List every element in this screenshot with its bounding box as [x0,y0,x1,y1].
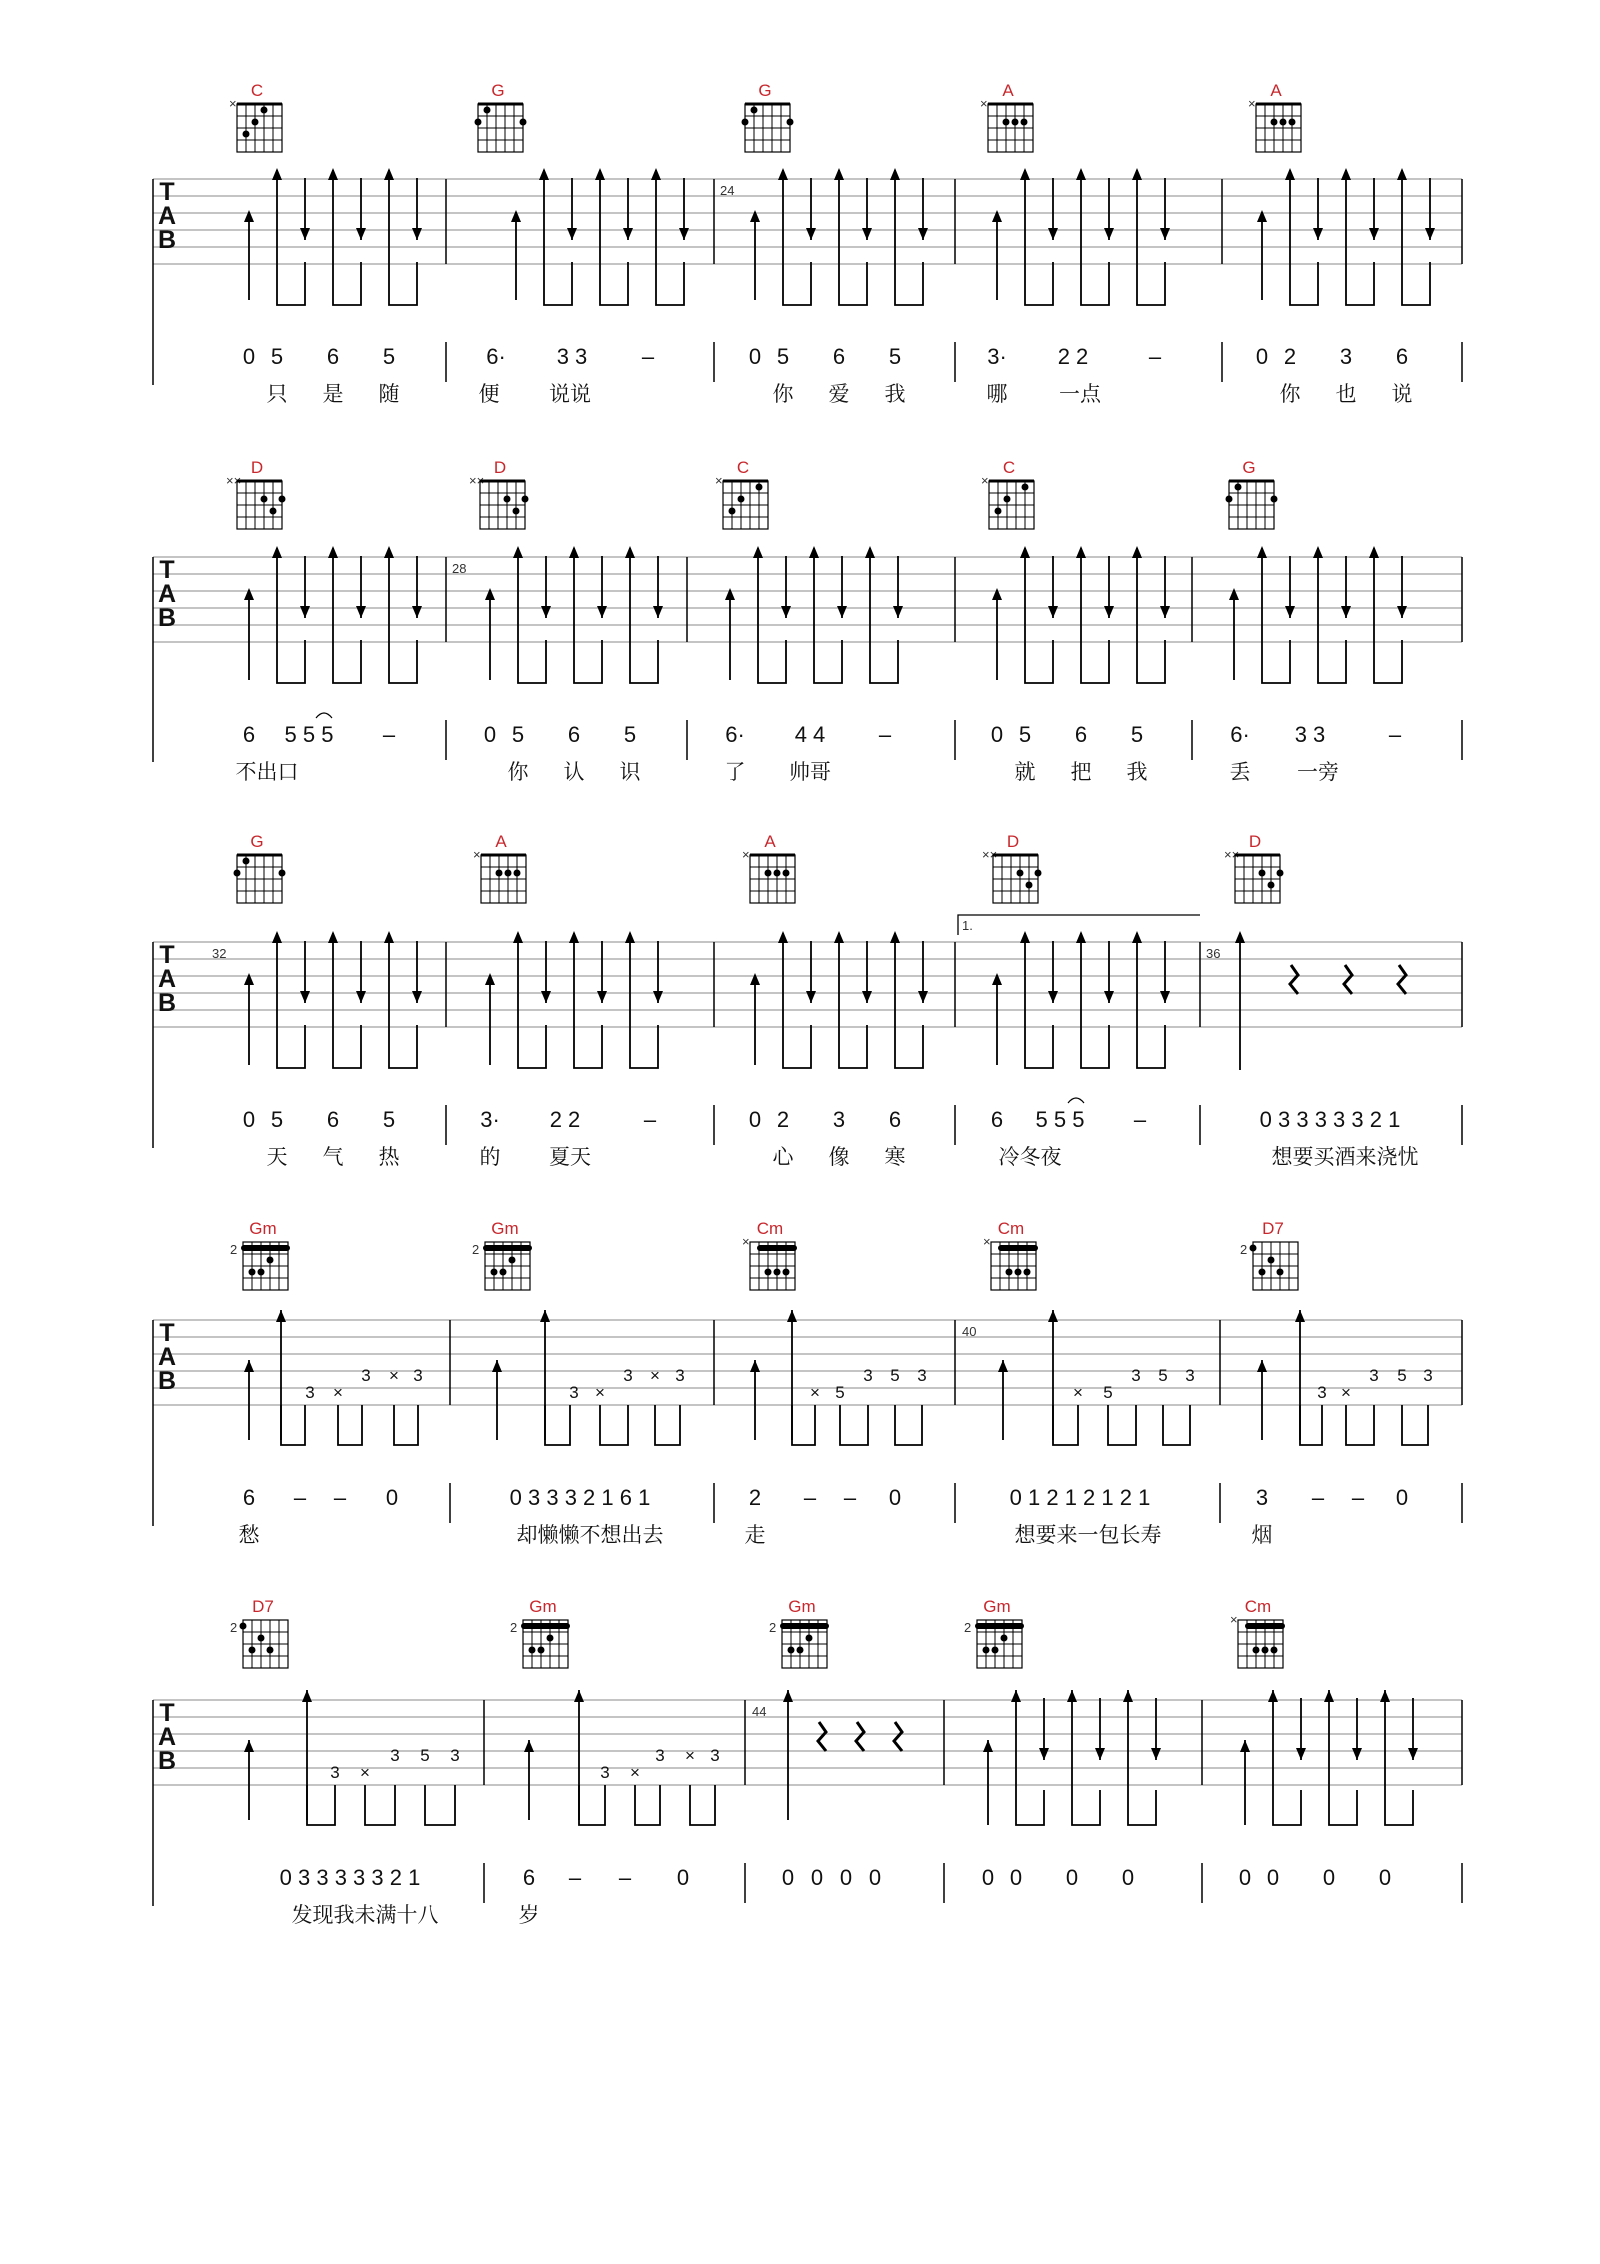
svg-text:岁: 岁 [518,1903,540,1927]
svg-text:5: 5 [623,722,637,747]
svg-text:一旁: 一旁 [1297,760,1339,784]
svg-text:3: 3 [1339,344,1353,369]
svg-text:说: 说 [1391,382,1413,406]
svg-text:你: 你 [772,382,794,406]
svg-text:2: 2 [769,1620,777,1635]
svg-text:×: × [389,1366,399,1385]
svg-text:Gm: Gm [249,1219,277,1238]
svg-text:把: 把 [1070,760,1092,784]
svg-text:6: 6 [1395,344,1409,369]
svg-text:3: 3 [1131,1366,1141,1385]
svg-text:3: 3 [917,1366,927,1385]
svg-text:0 1 2 1 2 1 2 1: 0 1 2 1 2 1 2 1 [1009,1485,1151,1510]
svg-text:3: 3 [569,1383,579,1402]
chord-diagram [469,458,529,529]
svg-text:×: × [360,1763,370,1782]
svg-text:–: – [1351,1485,1365,1510]
svg-text:–: – [641,344,655,369]
svg-text:G: G [1242,458,1256,477]
svg-text:5 5 5: 5 5 5 [284,722,334,747]
svg-text:只: 只 [266,382,288,406]
svg-text:3: 3 [390,1746,400,1765]
svg-text:×: × [742,1234,750,1249]
svg-text:6·: 6· [725,722,745,747]
svg-text:×: × [473,847,481,862]
svg-text:0: 0 [981,1865,995,1890]
svg-text:×: × [595,1383,605,1402]
svg-text:××: ×× [469,473,485,488]
svg-text:3·: 3· [987,344,1007,369]
chord-diagram [230,1597,288,1668]
svg-text:×: × [650,1366,660,1385]
measure-number: 24 [720,183,735,198]
svg-text:5: 5 [382,1107,396,1132]
svg-text:2: 2 [230,1620,238,1635]
svg-text:5: 5 [888,344,902,369]
chord-diagram [226,458,286,529]
svg-text:–: – [333,1485,347,1510]
svg-text:×: × [980,96,988,111]
svg-text:0: 0 [1009,1865,1023,1890]
svg-text:0: 0 [810,1865,824,1890]
svg-text:3 3: 3 3 [1294,722,1326,747]
svg-text:–: – [803,1485,817,1510]
svg-text:6·: 6· [1230,722,1250,747]
svg-text:2: 2 [748,1485,762,1510]
svg-text:3: 3 [1369,1366,1379,1385]
svg-text:3: 3 [1255,1485,1269,1510]
svg-text:3: 3 [655,1746,665,1765]
svg-text:×: × [229,96,237,111]
svg-text:愁: 愁 [238,1523,260,1547]
system-3 [153,832,1462,1169]
svg-text:想要买酒来浇忧: 想要买酒来浇忧 [1271,1145,1419,1169]
svg-text:1.: 1. [962,918,973,933]
svg-text:6: 6 [1074,722,1088,747]
svg-text:0: 0 [242,344,256,369]
svg-text:2 2: 2 2 [549,1107,581,1132]
chord-diagram [1224,832,1284,903]
chord-diagram [230,1219,290,1290]
chord-diagram [229,81,282,152]
svg-text:3: 3 [675,1366,685,1385]
svg-text:A: A [764,832,776,851]
chord-diagram [1226,458,1278,529]
svg-text:–: – [1133,1107,1147,1132]
svg-text:D7: D7 [252,1597,274,1616]
svg-text:36: 36 [1206,946,1221,961]
svg-text:TAB: T A B [157,1699,177,1775]
svg-text:0: 0 [781,1865,795,1890]
svg-text:C: C [736,458,750,477]
svg-text:烟: 烟 [1251,1523,1273,1547]
svg-text:2 2: 2 2 [1057,344,1089,369]
svg-text:×: × [1073,1383,1083,1402]
svg-text:D: D [1248,832,1262,851]
svg-text:×: × [742,847,750,862]
lyrics-line [267,382,1413,406]
svg-text:3: 3 [330,1763,340,1782]
svg-text:Cm: Cm [997,1219,1025,1238]
svg-text:天: 天 [266,1145,288,1169]
svg-text:6: 6 [832,344,846,369]
svg-text:3: 3 [863,1366,873,1385]
svg-text:×: × [1248,96,1256,111]
chord-diagram [715,458,768,529]
chord-diagram [1248,81,1301,152]
svg-text:3: 3 [1185,1366,1195,1385]
svg-text:走: 走 [744,1523,766,1547]
svg-text:0: 0 [748,344,762,369]
svg-text:气: 气 [322,1145,344,1169]
svg-text:5: 5 [382,344,396,369]
svg-text:×: × [630,1763,640,1782]
svg-text:你: 你 [1279,382,1301,406]
svg-text:5: 5 [835,1383,845,1402]
system-4 [153,1219,1462,1547]
svg-text:×: × [333,1383,343,1402]
svg-text:3: 3 [361,1366,371,1385]
svg-text:5: 5 [1158,1366,1168,1385]
svg-text:5: 5 [890,1366,900,1385]
svg-text:Gm: Gm [788,1597,816,1616]
chord-diagram [1240,1219,1298,1290]
svg-text:0: 0 [1238,1865,1252,1890]
svg-text:识: 识 [619,760,641,784]
svg-text:6: 6 [522,1865,536,1890]
svg-text:×: × [685,1746,695,1765]
svg-text:6: 6 [326,1107,340,1132]
svg-text:Cm: Cm [756,1219,784,1238]
chord-diagram [742,81,794,152]
svg-text:×: × [981,473,989,488]
svg-text:2: 2 [472,1242,480,1257]
svg-text:夏天: 夏天 [549,1145,591,1169]
chord-diagram [981,458,1034,529]
svg-text:却懒懒不想出去: 却懒懒不想出去 [516,1523,664,1547]
jianpu-line [243,344,1408,369]
svg-text:Gm: Gm [491,1219,519,1238]
strum-pattern [249,170,1430,305]
svg-text:–: – [568,1865,582,1890]
svg-text:0 3 3 3 3 3 2 1: 0 3 3 3 3 3 2 1 [1259,1107,1401,1132]
svg-text:×: × [983,1234,991,1249]
svg-text:TAB: T A B [157,1319,177,1395]
chord-diagram [982,832,1042,903]
svg-text:冷冬夜: 冷冬夜 [998,1145,1062,1169]
svg-text:0: 0 [483,722,497,747]
svg-text:就: 就 [1014,760,1036,784]
svg-text:2: 2 [230,1242,238,1257]
chord-name: G [491,81,505,100]
svg-text:D: D [1006,832,1020,851]
svg-text:0: 0 [242,1107,256,1132]
chord-diagram [475,81,527,152]
svg-text:是: 是 [322,382,344,406]
system-1 [153,81,1462,406]
rest-marks [1290,965,1406,994]
svg-text:Gm: Gm [529,1597,557,1616]
svg-text:–: – [1388,722,1402,747]
svg-text:5: 5 [270,1107,284,1132]
chord-diagram [980,81,1033,152]
svg-text:5: 5 [511,722,525,747]
chord-diagram [769,1597,829,1668]
svg-text:×: × [715,473,723,488]
svg-text:0: 0 [888,1485,902,1510]
chord-name: G [758,81,772,100]
chord-diagram [472,1219,532,1290]
svg-text:40: 40 [962,1324,977,1339]
svg-text:D: D [493,458,507,477]
svg-text:说说: 说说 [549,382,591,406]
svg-text:6: 6 [242,1485,256,1510]
svg-text:3: 3 [1423,1366,1433,1385]
svg-text:44: 44 [752,1704,767,1719]
svg-text:–: – [618,1865,632,1890]
svg-text:3: 3 [600,1763,610,1782]
svg-text:D: D [250,458,264,477]
svg-text:Cm: Cm [1244,1597,1272,1616]
svg-text:TAB: T A B [157,556,177,632]
svg-text:认: 认 [563,760,585,784]
svg-text:像: 像 [828,1145,850,1169]
svg-text:6·: 6· [486,344,506,369]
svg-text:C: C [1002,458,1016,477]
chord-diagram [742,832,795,903]
svg-text:0: 0 [1395,1485,1409,1510]
chord-diagram [742,1219,797,1290]
svg-text:5: 5 [1397,1366,1407,1385]
svg-text:××: ×× [226,473,242,488]
svg-text:–: – [1148,344,1162,369]
svg-text:2: 2 [964,1620,972,1635]
svg-text:TAB: T A B [157,941,177,1017]
svg-text:6: 6 [242,722,256,747]
svg-text:×: × [1341,1383,1351,1402]
svg-text:一点: 一点 [1059,382,1101,406]
svg-text:0: 0 [868,1865,882,1890]
svg-text:2: 2 [776,1107,790,1132]
svg-text:3: 3 [710,1746,720,1765]
svg-text:6: 6 [326,344,340,369]
chord-diagram [234,832,286,903]
svg-text:–: – [382,722,396,747]
svg-text:3: 3 [623,1366,633,1385]
svg-text:0: 0 [1121,1865,1135,1890]
svg-text:便: 便 [478,382,500,406]
svg-text:32: 32 [212,946,227,961]
svg-text:热: 热 [378,1145,400,1169]
svg-text:5: 5 [776,344,790,369]
chord-diagram [964,1597,1024,1668]
chord-name: C [250,81,264,100]
svg-text:××: ×× [1224,847,1240,862]
svg-text:5: 5 [1130,722,1144,747]
svg-text:0: 0 [1065,1865,1079,1890]
svg-text:××: ×× [982,847,998,862]
chord-diagram [983,1219,1038,1290]
chord-diagram [510,1597,570,1668]
svg-text:3 3: 3 3 [556,344,588,369]
svg-text:5: 5 [420,1746,430,1765]
volta-bracket [958,915,1200,935]
svg-text:你: 你 [507,760,529,784]
svg-text:D7: D7 [1262,1219,1284,1238]
chord-diagram [473,832,526,903]
system-2 [153,458,1462,784]
svg-text:0: 0 [990,722,1004,747]
svg-text:Gm: Gm [983,1597,1011,1616]
svg-text:×: × [1230,1612,1238,1627]
svg-text:的: 的 [479,1145,501,1169]
svg-text:3: 3 [413,1366,423,1385]
svg-text:0: 0 [385,1485,399,1510]
svg-text:帅哥: 帅哥 [789,760,831,784]
svg-text:0: 0 [676,1865,690,1890]
svg-text:了: 了 [724,760,746,784]
svg-text:6: 6 [888,1107,902,1132]
svg-text:5: 5 [270,344,284,369]
svg-text:4 4: 4 4 [794,722,826,747]
svg-text:0: 0 [1266,1865,1280,1890]
svg-text:A: A [495,832,507,851]
svg-text:–: – [878,722,892,747]
svg-text:2: 2 [510,1620,518,1635]
svg-text:28: 28 [452,561,467,576]
chord-name: A [1002,81,1014,100]
svg-text:5: 5 [1103,1383,1113,1402]
svg-text:–: – [1311,1485,1325,1510]
svg-text:6: 6 [567,722,581,747]
svg-text:想要来一包长寿: 想要来一包长寿 [1014,1523,1162,1547]
svg-text:发现我未满十八: 发现我未满十八 [291,1903,439,1927]
svg-text:我: 我 [1126,760,1148,784]
svg-text:3: 3 [450,1746,460,1765]
svg-text:随: 随 [378,382,400,406]
svg-text:也: 也 [1335,382,1357,406]
chord-diagram [1230,1597,1285,1668]
svg-text:心: 心 [772,1145,794,1169]
svg-text:0 3 3 3 3 3 2 1: 0 3 3 3 3 3 2 1 [279,1865,421,1890]
svg-text:–: – [643,1107,657,1132]
svg-text:3·: 3· [480,1107,500,1132]
svg-text:G: G [250,832,264,851]
svg-text:–: – [843,1485,857,1510]
svg-text:0 3 3 3 2 1 6 1: 0 3 3 3 2 1 6 1 [509,1485,651,1510]
svg-text:2: 2 [1240,1242,1248,1257]
svg-text:2: 2 [1283,344,1297,369]
svg-text:–: – [293,1485,307,1510]
svg-text:3: 3 [832,1107,846,1132]
svg-text:×: × [810,1383,820,1402]
svg-text:3: 3 [305,1383,315,1402]
svg-text:5: 5 [1018,722,1032,747]
svg-text:0: 0 [1255,344,1269,369]
svg-text:6: 6 [990,1107,1004,1132]
svg-text:0: 0 [839,1865,853,1890]
svg-text:0: 0 [748,1107,762,1132]
svg-text:3: 3 [1317,1383,1327,1402]
system-5 [153,1597,1462,1927]
svg-text:0: 0 [1322,1865,1336,1890]
chord-name: A [1270,81,1282,100]
tab-clef: T A B [157,178,177,254]
svg-text:爱: 爱 [828,382,850,406]
svg-text:0: 0 [1378,1865,1392,1890]
svg-text:我: 我 [884,382,906,406]
svg-text:5 5 5: 5 5 5 [1035,1107,1085,1132]
svg-text:丢: 丢 [1229,760,1251,784]
svg-text:寒: 寒 [884,1145,906,1169]
svg-text:不出口: 不出口 [235,760,299,784]
svg-text:哪: 哪 [986,382,1008,406]
